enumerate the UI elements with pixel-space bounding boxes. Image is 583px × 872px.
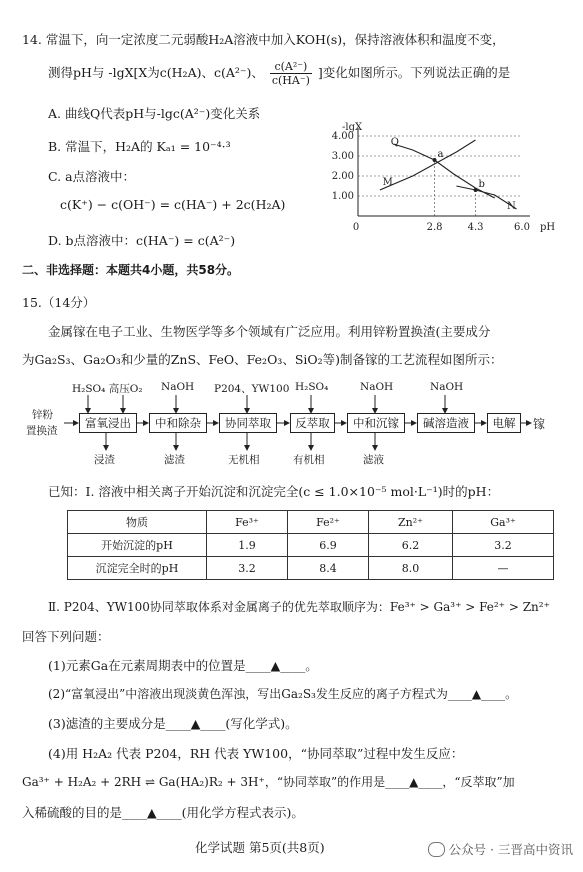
series-label-m: M	[382, 177, 393, 188]
point-a	[433, 158, 437, 162]
table-header-cell: Fe³⁺	[207, 511, 288, 534]
table-cell: 8.4	[288, 557, 369, 580]
table-cell: 8.0	[369, 557, 453, 580]
flow-step-electrolysis: 电解	[487, 413, 521, 433]
watermark-text: 公众号 · 三晋高中资讯	[448, 842, 573, 857]
ion-ph-table	[67, 510, 554, 580]
point-label-b: b	[478, 179, 485, 190]
table-cell: 6.9	[288, 534, 369, 557]
q14-stem-part-b: ]变化如图所示。下列说法正确的是	[317, 65, 511, 80]
table-cell: 沉淀完全时的pH	[68, 557, 207, 580]
subquestion-4-line3: 入稀硫酸的目的是____▲____(用化学方程式表示)。	[22, 805, 304, 820]
q14-stem-line1: 14. 常温下，向一定浓度二元弱酸H₂A溶液中加入KOH(s)，保持溶液体积和温度不变，	[22, 32, 505, 47]
flow-step-coextract: 协同萃取	[219, 413, 277, 433]
known-condition-1: 已知：Ⅰ. 溶液中相关离子开始沉淀和沉淀完全(c ≤ 1.0×10⁻⁵ mol·L⁻¹)时的pH：	[48, 484, 500, 499]
flow-output-3: 无机相	[228, 454, 260, 466]
flow-step-strip: 反萃取	[290, 413, 335, 433]
point-label-a: a	[437, 149, 444, 160]
q15-head: 15.（14分）	[22, 295, 96, 310]
q14-option-b: B. 常温下，H₂A的 Kₐ₁ = 10⁻⁴·³	[48, 139, 231, 154]
table-row	[68, 534, 554, 557]
flow-input-5: NaOH	[360, 381, 394, 393]
flow-output-2: 滤渣	[164, 454, 185, 466]
q14-option-c-equation: c(K⁺) − c(OH⁻) = c(HA⁻) + 2c(H₂A)	[60, 197, 286, 212]
section-heading: 二、非选择题：本题共4小题，共58分。	[22, 263, 240, 277]
table-header-cell: Zn²⁺	[369, 511, 453, 534]
fraction-numerator: c(A²⁻)	[270, 60, 312, 74]
watermark	[428, 840, 573, 858]
x-tick-label: 6.0	[514, 222, 530, 233]
flow-end: 镓	[533, 417, 546, 431]
point-b	[474, 188, 478, 192]
series-label-q: Q	[390, 137, 400, 148]
table-header-cell: 物质	[68, 511, 207, 534]
y-tick-label: 4.00	[331, 131, 354, 142]
answer-prompt: 回答下列问题：	[22, 629, 110, 644]
table-cell: 3.2	[207, 557, 288, 580]
table-cell: 3.2	[453, 534, 554, 557]
table-cell: 1.9	[207, 534, 288, 557]
flow-input-3: P204、YW100	[214, 383, 290, 395]
x-tick-label: 2.8	[426, 222, 443, 233]
q14-stem-line2	[48, 60, 510, 87]
x-axis-label: pH	[540, 222, 556, 233]
q14-stem-part-a: 测得pH与 -lgX[X为c(H₂A)、c(A²⁻)、	[48, 65, 264, 80]
flow-input-6: NaOH	[430, 381, 464, 393]
ph-lgx-chart	[318, 118, 558, 236]
q14-option-d: D. b点溶液中：c(HA⁻) = c(A²⁻)	[48, 233, 236, 248]
q15-intro-line2: 为Ga₂S₃、Ga₂O₃和少量的ZnS、FeO、Fe₂O₃、SiO₂等)制备镓的工艺流程如图所示：	[22, 352, 503, 367]
fraction-denominator: c(HA⁻)	[271, 74, 310, 87]
x-tick-label: 0	[352, 222, 360, 233]
flow-input-4: H₂SO₄	[295, 381, 329, 393]
page-footer: 化学试题 第5页(共8页)	[195, 840, 325, 855]
flow-step-precipitate: 中和沉镓	[347, 413, 405, 433]
wechat-icon	[428, 842, 445, 857]
series-label-n: N	[506, 201, 516, 212]
flow-step-neutralize: 中和除杂	[149, 413, 207, 433]
flow-step-alkali: 碱溶造液	[417, 413, 475, 433]
known-condition-2: Ⅱ. P204、YW100协同萃取体系对金属离子的优先萃取顺序为：Fe³⁺ > Ga³⁺ > Fe²⁺ > Zn²⁺	[48, 600, 550, 614]
table-cell: 6.2	[369, 534, 453, 557]
subquestion-2: (2)“富氧浸出”中溶液出现淡黄色浑浊，写出Ga₂S₃发生反应的离子方程式为____▲____。	[48, 687, 518, 701]
q14-option-a: A. 曲线Q代表pH与-lgc(A²⁻)变化关系	[48, 106, 261, 121]
table-header-cell: Fe²⁺	[288, 511, 369, 534]
flow-start-line1: 锌粉	[32, 409, 53, 421]
y-axis-label: -lgX	[342, 122, 363, 133]
table-row	[68, 557, 554, 580]
subquestion-1: (1)元素Ga在元素周期表中的位置是____▲____。	[48, 658, 318, 673]
flow-output-5: 滤液	[363, 454, 384, 466]
x-tick-label: 4.3	[467, 222, 484, 233]
flow-input-2: NaOH	[161, 381, 195, 393]
subquestion-4-line1: (4)用 H₂A₂ 代表 P204，RH 代表 YW100，“协同萃取”过程中发生反应：	[48, 746, 464, 761]
q14-option-c: C. a点溶液中：	[48, 169, 136, 184]
table-header-row	[68, 511, 554, 534]
table-cell: —	[453, 557, 554, 580]
flow-output-4: 有机相	[293, 454, 325, 466]
ratio-fraction	[270, 60, 312, 87]
flow-step-leach: 富氧浸出	[79, 413, 137, 433]
subquestion-3: (3)滤渣的主要成分是____▲____(写化学式)。	[48, 716, 298, 731]
flow-start-line2: 置换渣	[26, 425, 58, 437]
y-tick-label: 2.00	[331, 171, 354, 182]
table-cell: 开始沉淀的pH	[68, 534, 207, 557]
y-tick-label: 3.00	[331, 151, 354, 162]
table-header-cell: Ga³⁺	[453, 511, 554, 534]
subquestion-4-line2: Ga³⁺ + H₂A₂ + 2RH ⇌ Ga(HA₂)R₂ + 3H⁺，“协同萃取”的作用是____▲____，“反萃取”加	[22, 775, 515, 789]
flow-input-1: H₂SO₄ 高压O₂	[72, 383, 143, 395]
y-tick-label: 1.00	[331, 191, 354, 202]
q15-intro-line1: 金属镓在电子工业、生物医学等多个领域有广泛应用。利用锌粉置换渣(主要成分	[48, 324, 491, 339]
flow-output-1: 浸渣	[94, 454, 115, 466]
